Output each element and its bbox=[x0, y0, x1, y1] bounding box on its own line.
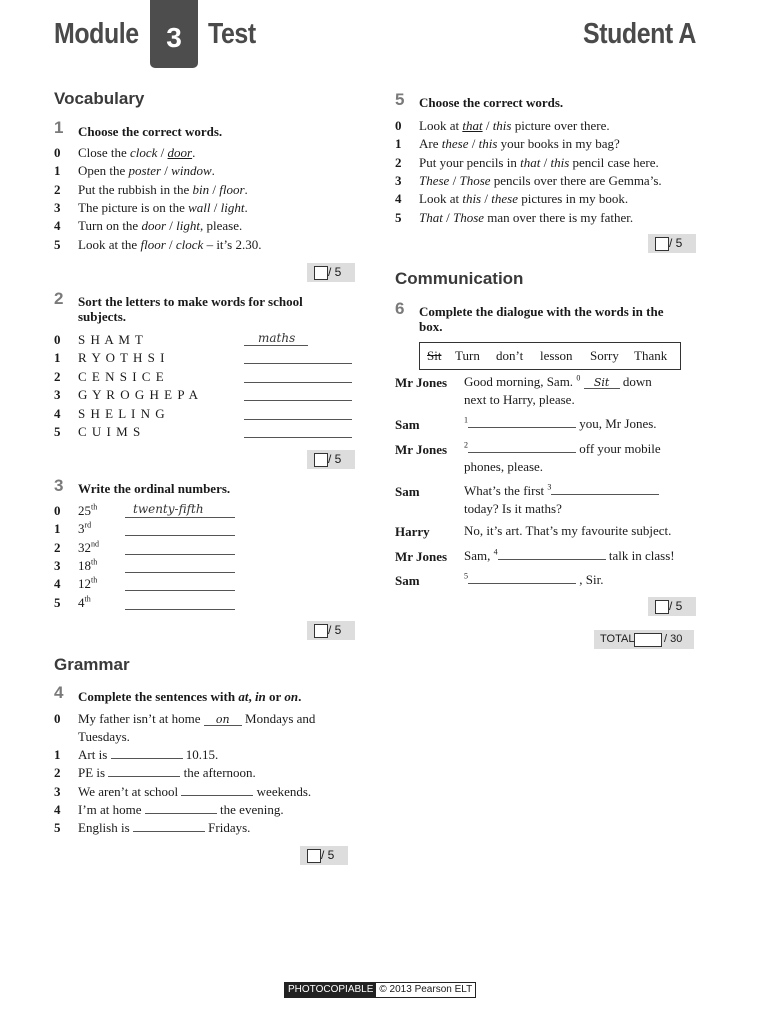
item-text: , please. bbox=[199, 218, 243, 234]
item-number: 5 bbox=[395, 209, 402, 225]
number-value: 4 bbox=[78, 594, 85, 610]
box-word: Turn bbox=[455, 348, 480, 363]
item-number: 0 bbox=[395, 118, 402, 133]
item-number: 0 bbox=[54, 503, 61, 518]
option: that bbox=[520, 154, 541, 170]
question-instruction: Sort the letters to make words for school subjects. bbox=[78, 294, 303, 324]
ordinal-number bbox=[78, 575, 97, 593]
list-item bbox=[419, 117, 610, 135]
answer-line[interactable] bbox=[244, 437, 352, 438]
separator: / bbox=[166, 218, 177, 234]
item-number: 3 bbox=[54, 557, 61, 573]
option: floor bbox=[140, 236, 166, 252]
answer-line[interactable] bbox=[244, 382, 352, 383]
item-number: 1 bbox=[54, 521, 61, 537]
ordinal-suffix: th bbox=[91, 502, 98, 512]
question-number: 3 bbox=[54, 476, 64, 495]
question-instruction: Complete the sentences with at, in or on. bbox=[78, 689, 302, 704]
separator: / bbox=[481, 191, 492, 207]
list-item bbox=[78, 144, 195, 162]
answer-blank[interactable] bbox=[181, 784, 253, 796]
option: Those bbox=[452, 209, 485, 225]
item-text: I’m at home bbox=[78, 801, 145, 817]
answer-line[interactable] bbox=[125, 517, 235, 518]
question-number: 1 bbox=[54, 118, 64, 137]
item-number: 2 bbox=[395, 154, 402, 170]
item-text: English is bbox=[78, 820, 133, 836]
list-item-continued: Tuesdays. bbox=[78, 729, 130, 744]
item-text: Put your pencils in bbox=[419, 154, 521, 170]
item-number: 2 bbox=[54, 539, 61, 555]
scrambled-word: C U I M S bbox=[78, 424, 142, 439]
item-number: 3 bbox=[395, 172, 402, 188]
question-number: 4 bbox=[54, 683, 64, 702]
ordinal-suffix: rd bbox=[84, 520, 92, 530]
list-item bbox=[78, 746, 218, 764]
item-number: 4 bbox=[54, 801, 61, 817]
scrambled-word: S H A M T bbox=[78, 332, 144, 347]
dialogue-line: No, it’s art. That’s my favourite subject. bbox=[464, 523, 672, 538]
option: That bbox=[419, 209, 443, 225]
item-text: pencil case here. bbox=[569, 154, 659, 170]
option: that bbox=[462, 118, 483, 133]
list-item bbox=[419, 209, 633, 227]
item-number: 5 bbox=[54, 820, 61, 836]
item-number: 5 bbox=[54, 594, 61, 610]
answer-blank[interactable] bbox=[111, 747, 183, 759]
answer-blank[interactable] bbox=[468, 441, 576, 453]
dialogue-line-continued: phones, please. bbox=[464, 459, 544, 474]
item-text: Close the bbox=[78, 145, 130, 160]
speaker: Mr Jones bbox=[395, 375, 448, 390]
answer-blank[interactable] bbox=[468, 572, 576, 584]
item-number: 4 bbox=[54, 576, 61, 592]
option: These bbox=[419, 172, 450, 188]
item-number: 4 bbox=[54, 405, 61, 421]
item-number: 5 bbox=[54, 236, 61, 252]
ordinal-number bbox=[78, 539, 99, 557]
option: poster bbox=[128, 163, 162, 179]
question-number: 2 bbox=[54, 289, 64, 308]
list-item: My father isn’t at home on Mondays and bbox=[78, 711, 316, 726]
list-item bbox=[78, 801, 284, 819]
item-number: 4 bbox=[395, 191, 402, 207]
item-text: weekends. bbox=[253, 783, 312, 799]
item-number: 1 bbox=[395, 136, 402, 152]
item-number: 3 bbox=[54, 199, 61, 215]
speaker: Mr Jones bbox=[395, 442, 448, 457]
item-text: PE is bbox=[78, 765, 109, 781]
option: this bbox=[462, 191, 482, 207]
box-word: lesson bbox=[540, 348, 573, 363]
item-number: 2 bbox=[54, 368, 61, 384]
score-box: / 5 bbox=[307, 450, 355, 469]
list-item bbox=[78, 162, 215, 180]
score-box: / 5 bbox=[300, 846, 348, 865]
option: this bbox=[478, 136, 498, 152]
item-text: . bbox=[211, 163, 215, 179]
item-text: . bbox=[244, 199, 248, 215]
option: clock bbox=[175, 236, 204, 252]
score-box: / 5 bbox=[307, 621, 355, 640]
option: this bbox=[550, 154, 570, 170]
number-value: 32 bbox=[78, 539, 91, 555]
word-box bbox=[419, 342, 681, 370]
list-item bbox=[78, 819, 250, 837]
option: light bbox=[220, 199, 245, 215]
score-input[interactable] bbox=[655, 600, 669, 614]
score-input[interactable] bbox=[314, 624, 328, 638]
answer-line[interactable] bbox=[244, 400, 352, 401]
module-label: Module bbox=[54, 18, 139, 50]
item-number: 2 bbox=[54, 181, 61, 197]
answer-line[interactable] bbox=[125, 535, 235, 536]
ordinal-number bbox=[78, 557, 97, 575]
item-text: Look at the bbox=[78, 236, 141, 252]
item-text: Open the bbox=[78, 163, 129, 179]
total-score: TOTAL / 30 bbox=[594, 630, 694, 649]
separator: / bbox=[482, 118, 493, 133]
question-instruction: Choose the correct words. bbox=[419, 95, 564, 110]
item-number: 0 bbox=[54, 145, 61, 160]
answer-blank[interactable] bbox=[108, 765, 180, 777]
item-text: The picture is on the bbox=[78, 199, 189, 215]
question-number: 6 bbox=[395, 299, 405, 318]
handwritten-answer: maths bbox=[258, 331, 296, 345]
dialogue-line-continued: next to Harry, please. bbox=[464, 392, 575, 407]
separator: / bbox=[161, 163, 172, 179]
dialogue-line: $^1$ you, Mr Jones. bbox=[464, 415, 657, 431]
student-label: Student A bbox=[583, 18, 696, 50]
ordinal-number bbox=[78, 502, 97, 520]
ordinal-suffix: th bbox=[84, 594, 91, 604]
answer-line[interactable] bbox=[244, 363, 352, 364]
option: bin bbox=[192, 181, 210, 197]
dialogue-line: What’s the first $^3$ bbox=[464, 482, 659, 500]
list-item bbox=[78, 764, 256, 782]
dialogue-line: $^2$ off your mobile bbox=[464, 440, 661, 456]
option: clock bbox=[130, 145, 158, 160]
list-item bbox=[78, 217, 242, 235]
item-number: 0 bbox=[54, 711, 61, 726]
item-number: 1 bbox=[54, 163, 61, 179]
dialogue-line: Good morning, Sam. $^0$ Sit down bbox=[464, 373, 652, 389]
dialogue-line-continued: today? Is it maths? bbox=[464, 501, 562, 516]
answer-blank[interactable] bbox=[133, 820, 205, 832]
ordinal-suffix: th bbox=[91, 557, 98, 567]
speaker: Sam bbox=[395, 573, 420, 588]
section-communication: Communication bbox=[395, 269, 524, 288]
speaker: Sam bbox=[395, 417, 420, 432]
item-number: 0 bbox=[54, 332, 61, 347]
answer-blank[interactable]: on bbox=[204, 714, 242, 726]
scrambled-word: G Y R O G H E P A bbox=[78, 387, 200, 403]
item-text: the evening. bbox=[216, 801, 284, 817]
box-word: Sorry bbox=[590, 348, 619, 363]
question-instruction: Complete the dialogue with the words in the box. bbox=[419, 304, 664, 334]
option: wall bbox=[188, 199, 211, 215]
speaker: Harry bbox=[395, 524, 430, 539]
answer-line[interactable] bbox=[125, 572, 235, 573]
item-text: pencils over there are Gemma’s. bbox=[490, 172, 662, 188]
separator: / bbox=[157, 145, 168, 160]
footer: PHOTOCOPIABLE © 2013 Pearson ELT bbox=[284, 982, 476, 998]
score-input[interactable] bbox=[307, 849, 321, 863]
answer-line[interactable] bbox=[125, 554, 235, 555]
box-word: Thank bbox=[634, 348, 668, 363]
section-vocabulary: Vocabulary bbox=[54, 89, 145, 108]
item-number: 3 bbox=[54, 783, 61, 799]
question-instruction: Write the ordinal numbers. bbox=[78, 481, 231, 496]
ordinal-number bbox=[78, 594, 91, 612]
item-text: Art is bbox=[78, 747, 111, 762]
item-number: 5 bbox=[54, 424, 61, 439]
answer-line[interactable] bbox=[125, 609, 235, 610]
scrambled-word: S H E L I N G bbox=[78, 405, 166, 421]
score-box: / 5 bbox=[648, 597, 696, 616]
separator: / bbox=[209, 181, 220, 197]
list-item bbox=[78, 236, 261, 254]
number-value: 25 bbox=[78, 503, 91, 518]
option: light bbox=[176, 218, 200, 234]
answer-line[interactable] bbox=[244, 345, 308, 346]
item-text: 10.15. bbox=[182, 747, 219, 762]
item-number: 2 bbox=[54, 765, 61, 781]
question-number: 5 bbox=[395, 90, 405, 109]
option: door bbox=[141, 218, 167, 234]
number-value: 18 bbox=[78, 557, 91, 573]
item-text: Are bbox=[419, 136, 442, 152]
list-item bbox=[78, 783, 311, 801]
item-text: Fridays. bbox=[204, 820, 251, 836]
item-text: We aren’t at school bbox=[78, 783, 182, 799]
answer-line[interactable] bbox=[244, 419, 352, 420]
separator: / bbox=[449, 172, 460, 188]
dialogue-line: $^5$ , Sir. bbox=[464, 571, 604, 587]
item-number: 3 bbox=[54, 387, 61, 403]
score-box: / 5 bbox=[307, 263, 355, 282]
list-item bbox=[419, 172, 662, 190]
answer-blank[interactable] bbox=[468, 416, 576, 428]
option: these bbox=[491, 191, 518, 207]
answer-blank[interactable]: Sit bbox=[584, 377, 620, 389]
answer-blank[interactable] bbox=[498, 548, 606, 560]
item-text: . bbox=[192, 145, 196, 160]
option: floor bbox=[219, 181, 245, 197]
module-number: 3 bbox=[150, 0, 198, 68]
separator: / bbox=[540, 154, 551, 170]
ordinal-suffix: th bbox=[91, 575, 98, 585]
separator: / bbox=[468, 136, 479, 152]
item-number: 4 bbox=[54, 218, 61, 234]
dialogue-line: Sam, $^4$ talk in class! bbox=[464, 547, 675, 563]
list-item bbox=[78, 199, 248, 217]
question-instruction: Choose the correct words. bbox=[78, 124, 223, 139]
test-label: Test bbox=[208, 18, 256, 50]
ordinal-suffix: nd bbox=[91, 539, 99, 549]
option: these bbox=[441, 136, 469, 152]
item-text: – it’s 2.30. bbox=[203, 236, 262, 252]
separator: / bbox=[442, 209, 453, 225]
speaker: Sam bbox=[395, 484, 420, 499]
option: this bbox=[492, 118, 512, 133]
item-text: pictures in my book. bbox=[517, 191, 629, 207]
option: window bbox=[171, 163, 212, 179]
item-text: your books in my bag? bbox=[497, 136, 620, 152]
number-value: 12 bbox=[78, 576, 91, 592]
answer-line[interactable] bbox=[125, 590, 235, 591]
list-item bbox=[419, 154, 659, 172]
separator: / bbox=[210, 199, 221, 215]
score-input[interactable] bbox=[314, 453, 328, 467]
speaker: Mr Jones bbox=[395, 549, 448, 564]
item-number: 1 bbox=[54, 350, 61, 366]
ordinal-number bbox=[78, 520, 91, 538]
number-value: 3 bbox=[78, 521, 85, 537]
option: door bbox=[167, 145, 193, 160]
answer-blank[interactable] bbox=[551, 483, 659, 495]
item-text: Look at bbox=[419, 191, 463, 207]
item-text: the afternoon. bbox=[180, 765, 256, 781]
separator: / bbox=[165, 236, 176, 252]
score-box: / 5 bbox=[648, 234, 696, 253]
list-item bbox=[78, 181, 248, 199]
item-number: 1 bbox=[54, 747, 61, 762]
list-item bbox=[419, 190, 628, 208]
answer-blank[interactable] bbox=[145, 802, 217, 814]
score-input[interactable] bbox=[314, 266, 328, 280]
item-text: . bbox=[244, 181, 248, 197]
list-item bbox=[419, 135, 620, 153]
scrambled-word: C E N S I C E bbox=[78, 368, 165, 384]
total-input[interactable] bbox=[634, 633, 662, 647]
box-word: don’t bbox=[496, 348, 524, 363]
option: Those bbox=[459, 172, 491, 188]
score-input[interactable] bbox=[655, 237, 669, 251]
item-text: Look at bbox=[419, 118, 463, 133]
item-text: Turn on the bbox=[78, 218, 142, 234]
section-grammar: Grammar bbox=[54, 655, 130, 674]
item-text: picture over there. bbox=[511, 118, 610, 133]
item-text: man over there is my father. bbox=[484, 209, 634, 225]
scrambled-word: R Y O T H S I bbox=[78, 350, 166, 366]
item-text: Put the rubbish in the bbox=[78, 181, 193, 197]
box-word: Sit bbox=[427, 348, 442, 363]
handwritten-answer: twenty-fifth bbox=[133, 502, 204, 516]
